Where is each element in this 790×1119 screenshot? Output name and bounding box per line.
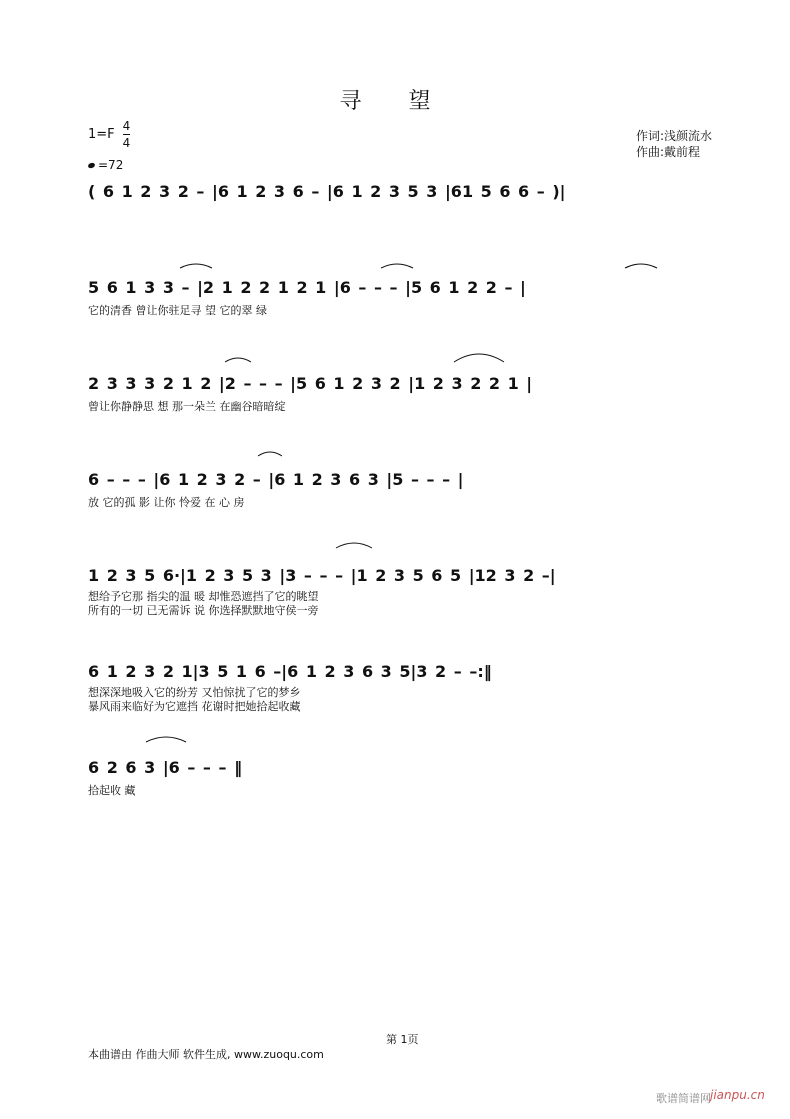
composer: 作曲:戴前程 [636,145,701,159]
lyrics-line-2-verse-1: 它的清香 曾让你驻足寻 望 它的翠 绿 [88,304,267,317]
quarter-note-icon [87,161,95,168]
staff-line-5 [88,566,748,626]
notes-line-2: 5 6 1 3 3 – |2 1 2 2 1 2 1 |6 – – – |5 6 1 2 2 – | [88,278,526,297]
watermark-logo: jianpu.cn [710,1088,765,1102]
lyricist: 作词:浅颜流水 [636,129,713,143]
lyrics-line-6-verse-2: 暴风雨来临好为它遮挡 花谢时把她拾起收藏 [88,700,301,713]
notes-line-7: 6 2 6 3 |6 – – – ‖ [88,758,243,777]
key-label: 1=F [88,127,115,142]
footer-credit: 本曲谱由 作曲大师 软件生成, www.zuoqu.com [88,1048,324,1061]
notes-line-5: 1 2 3 5 6·|1 2 3 5 3 |3 – – – |1 2 3 5 6 5 |12 3 2 –| [88,566,556,585]
credits [636,128,712,160]
staff-line-3 [88,374,748,434]
song-title: 寻 望 [339,89,451,114]
time-sig-top: 4 [122,119,131,133]
tempo-value: =72 [98,158,124,172]
key-signature [88,118,130,151]
notes-line-6: 6 1 2 3 2 1|3 5 1 6 –|6 1 2 3 6 3 5|3 2 – –:‖ [88,662,492,681]
page-number: 第 1页 [386,1033,419,1046]
staff-line-4 [88,470,748,530]
time-sig-bottom: 4 [122,136,131,150]
time-signature [123,118,131,151]
lyrics-line-6-verse-1: 想深深地吸入它的纷芳 又怕惊扰了它的梦乡 [88,686,301,699]
notes-line-4: 6 – – – |6 1 2 3 2 – |6 1 2 3 6 3 |5 – – – | [88,470,464,489]
tempo-marking [88,158,123,172]
lyrics-line-5-verse-1: 想给予它那 指尖的温 暖 却惟恐遮挡了它的眺望 [88,590,319,603]
lyrics-line-7-verse-1: 拾起收 藏 [88,784,136,797]
watermark-text: 歌谱简谱网 [656,1092,711,1105]
staff-line-7 [88,758,748,818]
lyrics-line-3-verse-1: 曾让你静静思 想 那一朵兰 在幽谷暗暗绽 [88,400,286,413]
lyrics-line-4-verse-1: 放 它的孤 影 让你 怜爱 在 心 房 [88,496,245,509]
notes-line-1: ( 6 1 2 3 2 – |6 1 2 3 6 – |6 1 2 3 5 3 |61 5 6 6 – )| [88,182,566,201]
lyrics-line-5-verse-2: 所有的一切 已无需诉 说 你选择默默地守侯一旁 [88,604,319,617]
staff-line-6 [88,662,748,722]
staff-line-1 [88,182,748,222]
notes-line-3: 2 3 3 3 2 1 2 |2 – – – |5 6 1 2 3 2 |1 2 3 2 2 1 | [88,374,533,393]
staff-line-2 [88,278,748,338]
